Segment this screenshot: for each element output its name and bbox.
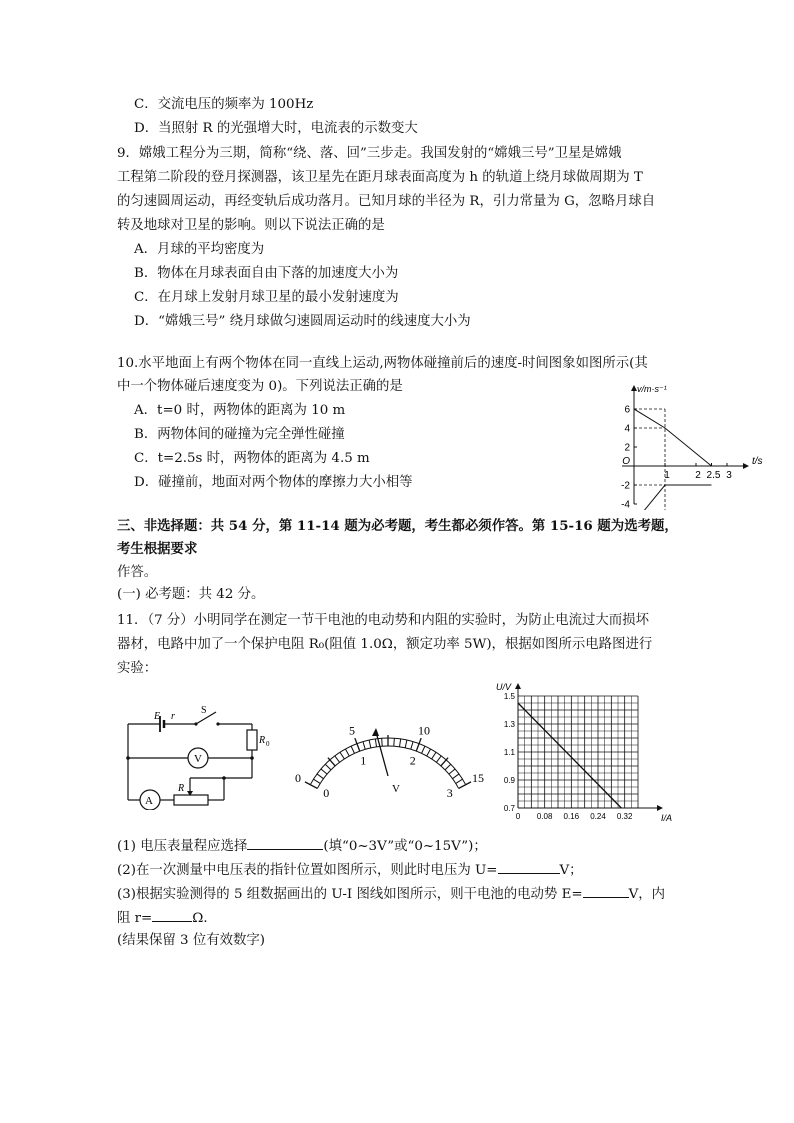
q8-option-d: D．当照射 R 的光强增大时，电流表的示数变大 — [134, 121, 418, 136]
dial-tick — [325, 764, 331, 770]
dial-tick — [369, 740, 371, 748]
dial-outer-label: 0 — [294, 771, 301, 786]
q9-stem-line: 的匀速圆周运动，再经变轨后成功落月。已知月球的半径为 R，引力常量为 G，忽略月球自 — [117, 194, 656, 209]
dial-tick — [411, 742, 413, 750]
q9-option-b: B．物体在月球表面自由下落的加速度大小为 — [134, 266, 399, 281]
dial-tick — [321, 769, 327, 774]
q11-stem-line: 实验： — [117, 661, 158, 676]
ui-y-tick-label: 1.1 — [503, 748, 515, 757]
q11-part2: (2)在一次测量中电压表的指针位置如图所示，则此时电压为 U= V； — [117, 860, 583, 880]
dial-tick — [456, 779, 463, 783]
dial-tick — [453, 774, 459, 779]
battery-r-label: r — [171, 711, 175, 722]
answer-blank-resistance[interactable] — [152, 908, 192, 922]
section3-heading: 三、非选择题：共 54 分，第 11-14 题为必考题，考生都必须作答。第 15-16 题为选考题， — [117, 518, 678, 534]
dial-outer-label: 5 — [349, 723, 356, 738]
q10-stem-line: 中一个物体碰后速度变为 0)。下列说法正确的是 — [117, 379, 403, 394]
section3-subheading: (一) 必考题：共 42 分。 — [117, 587, 265, 602]
dial-inner-label: 0 — [323, 786, 330, 800]
vt-y-tick-label: -2 — [621, 480, 630, 492]
voltmeter-label: V — [194, 753, 202, 765]
dial-tick — [400, 739, 401, 747]
answer-blank-voltage[interactable] — [498, 860, 560, 874]
q9-option-c: C．在月球上发射月球卫星的最小发射速度为 — [134, 290, 399, 305]
vt-y-tick-label: -4 — [621, 499, 630, 510]
vt-y-tick-label: 2 — [624, 442, 630, 454]
q10-option-d: D．碰撞前，地面对两个物体的摩擦力大小相等 — [134, 475, 413, 490]
dial-tick — [340, 752, 344, 759]
vt-series-line-1 — [634, 409, 712, 466]
dial-inner-label: 1 — [360, 753, 367, 768]
switch-label: S — [201, 705, 207, 716]
needle-tip — [372, 728, 379, 736]
dial-tick — [427, 749, 431, 756]
q10-option-c: C．t=2.5s 时，两物体的距离为 4.5 m — [134, 451, 370, 466]
vt-y-tick-label: O — [622, 456, 630, 467]
dial-tick — [335, 756, 340, 762]
ui-x-tick-label: 0.24 — [590, 812, 606, 821]
dial-tick — [394, 738, 395, 746]
dial-tick — [313, 779, 320, 783]
dial-tick — [345, 749, 349, 756]
dial-tick — [375, 739, 376, 747]
dial-tick — [432, 752, 436, 759]
u-i-graph — [494, 678, 680, 826]
ui-y-tick-label: 0.9 — [503, 776, 515, 785]
vt-y-tick-label: 6 — [624, 404, 630, 416]
rheostat — [174, 795, 208, 805]
dial-tick — [351, 746, 354, 753]
vt-x-tick-label: 1 — [664, 470, 670, 481]
ui-y-tick-label: 1.5 — [503, 692, 515, 701]
q9-option-a: A．月球的平均密度为 — [134, 242, 265, 257]
q11-part1: (1) 电压表量程应选择 (填“0~3V”或“0~15V”)； — [117, 836, 487, 856]
section3-heading-cont: 考生根据要求 — [117, 541, 198, 557]
ui-x-tick-label: 0.16 — [563, 812, 580, 821]
q9-stem-line: 转及地球对卫星的影响。则以下说法正确的是 — [117, 218, 385, 233]
velocity-time-graph — [612, 380, 782, 510]
q11-stem-line: 器材，电路中加了一个保护电阻 R₀(阻值 1.0Ω，额定功率 5W)，根据如图所示电路图进行 — [117, 637, 653, 652]
dial-inner-label: 2 — [409, 753, 416, 768]
dial-tick — [317, 774, 323, 779]
vt-series-line-2 — [634, 485, 712, 510]
dial-tick — [405, 740, 407, 748]
dial-outer-label: 15 — [472, 771, 485, 786]
q11-note: (结果保留 3 位有效数字) — [117, 933, 265, 948]
ui-y-label: U/V — [496, 682, 512, 692]
dial-tick — [382, 738, 383, 746]
dial-arc — [317, 746, 458, 788]
q11-part3: (3)根据实验测得的 5 组数据画出的 U-I 图线如图所示，则干电池的电动势 E= V，内 — [117, 884, 665, 904]
answer-blank-emf[interactable] — [583, 884, 629, 898]
ui-x-tick-label: 0 — [515, 812, 521, 821]
vt-y-tick-label: 4 — [624, 423, 630, 435]
q8-option-c: C．交流电压的频率为 100Hz — [134, 97, 314, 112]
dial-outer-label: 10 — [417, 723, 430, 738]
q11-stem-line: 11．（7 分）小明同学在测定一节干电池的电动势和内阻的实验时，为防止电流过大而损坏 — [117, 613, 649, 628]
section3-heading-end: 作答。 — [117, 565, 158, 580]
dial-tick — [363, 742, 365, 750]
ui-y-tick-label: 1.3 — [503, 720, 515, 729]
vt-x-tick-label: 2.5 — [706, 470, 721, 481]
vt-x-tick-label: 2 — [695, 470, 701, 481]
ammeter-label: A — [145, 795, 153, 807]
vt-y-label: v/m·s⁻¹ — [637, 384, 667, 394]
ui-x-tick-label: 0.32 — [616, 812, 633, 821]
ui-fit-line — [518, 703, 621, 808]
q10-option-b: B．两物体间的碰撞为完全弹性碰撞 — [134, 427, 345, 442]
ui-y-tick-label: 0.7 — [503, 804, 515, 813]
r0-subscript: 0 — [266, 740, 270, 748]
dial-unit: V — [392, 783, 400, 795]
dial-tick — [436, 756, 441, 762]
battery-emf-label: E — [154, 711, 161, 722]
q9-stem-line: 工程第二阶段的登月探测器，该卫星先在距月球表面高度为 h 的轨道上绕月球做周期为 T — [117, 170, 643, 185]
r0-label: R — [259, 735, 266, 746]
voltmeter-dial — [284, 708, 490, 800]
vt-x-tick-label: 3 — [726, 470, 732, 481]
resistor-r0 — [247, 730, 257, 750]
q10-stem-line: 10.水平地面上有两个物体在同一直线上运动,两物体碰撞前后的速度-时间图象如图所示(其 — [117, 356, 648, 371]
dial-tick — [449, 769, 455, 774]
vt-x-label: t/s — [752, 456, 763, 467]
dial-tick — [422, 746, 425, 753]
q11-part3-cont: 阻 r= Ω． — [117, 908, 217, 928]
answer-blank-range[interactable] — [247, 836, 323, 850]
rheostat-label: R — [178, 783, 185, 794]
ui-x-label: I/A — [661, 813, 673, 823]
dial-tick — [445, 764, 451, 770]
q9-option-d: D．“嫦娥三号” 绕月球做匀速圆周运动时的线速度大小为 — [134, 314, 471, 329]
dial-inner-label: 3 — [446, 786, 453, 800]
ui-x-tick-label: 0.08 — [536, 812, 553, 821]
circuit-diagram — [118, 702, 280, 810]
q9-stem-line: 9．嫦娥工程分为三期，简称“绕、落、回”三步走。我国发射的“嫦娥三号”卫星是嫦娥 — [117, 146, 622, 161]
q10-option-a: A．t=0 时，两物体的距离为 10 m — [134, 403, 346, 418]
